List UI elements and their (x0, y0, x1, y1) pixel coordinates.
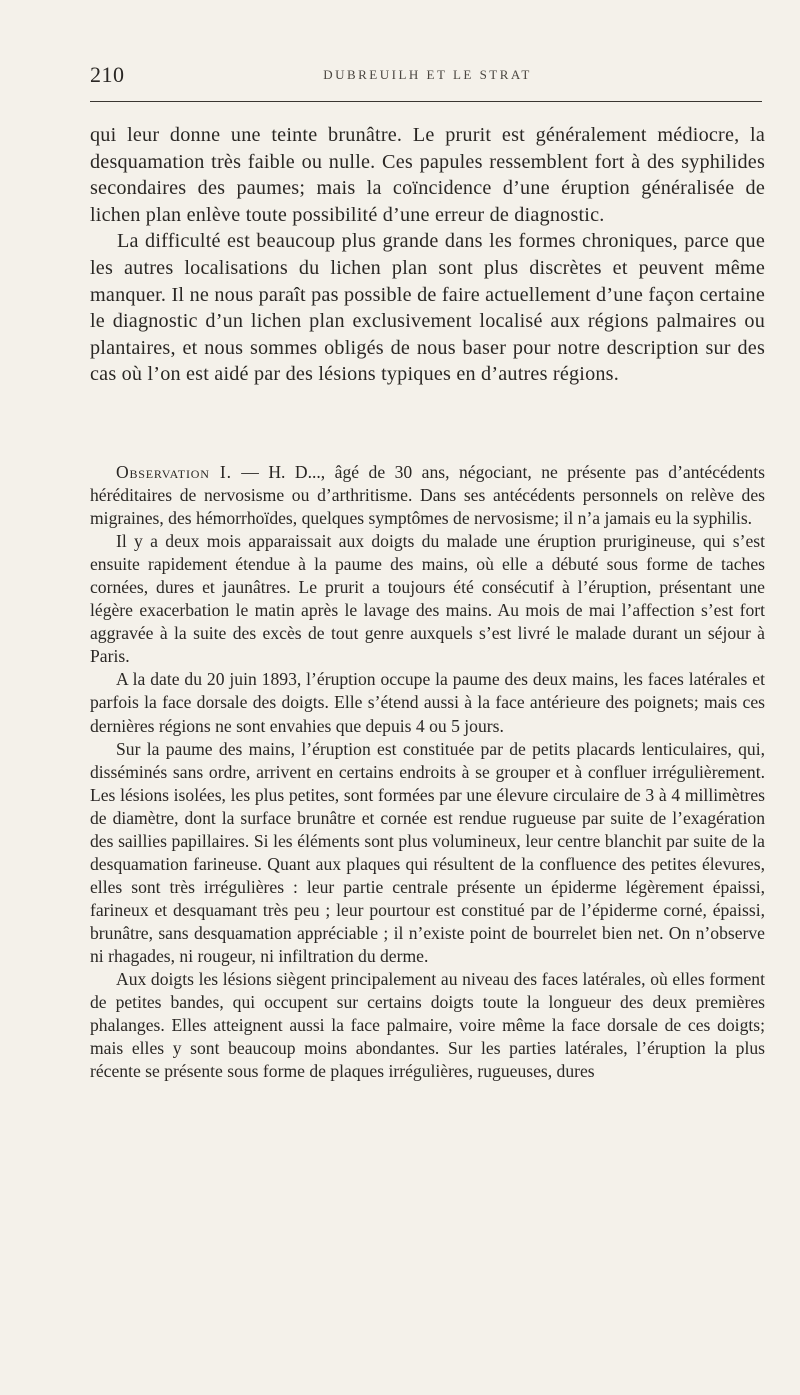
observation-heading: Observation I. (116, 462, 232, 482)
paragraph: qui leur donne une teinte brunâtre. Le prurit est généralement médiocre, la desquamation très faible ou nulle. Ces papules ressemblent fort à des syphilides secondaires des paumes; mais la coïncidence d’une éruption généralisée de lichen plan enlève toute possibilité d’une erreur de diagnostic. (90, 124, 765, 226)
observation-paragraph: Il y a deux mois apparaissait aux doigts du malade une éruption prurigineuse, qui s’est ensuite rapidement étendue à la paume des mains, où elle a débuté sous forme de taches cornées, dures et jaunâtres. Le prurit a toujours été consécutif à l’éruption, présentant une légère exacerbation le matin après le lavage des mains. Au mois de mai l’affection s’est fort aggravée à la suite des excès de tout genre auxquels s’est livré le malade durant un séjour à Paris. (90, 531, 765, 667)
running-head: DUBREUILH ET LE STRAT (323, 67, 532, 82)
page-header (90, 58, 765, 98)
page-number: 210 (90, 62, 125, 87)
observation-paragraph: Aux doigts les lésions siègent principalement au niveau des faces latérales, où elles forment de petites bandes, qui occupent sur certains doigts toute la longueur des deux premières phalanges. Elles atteignent aussi la face palmaire, voire même la face dorsale de ces doigts; mais elles y sont beaucoup moins abondantes. Sur les parties latérales, l’éruption la plus récente se présente sous forme de plaques irrégulières, rugueuses, dures (90, 969, 765, 1082)
observation-intro-text: — H. D..., âgé de 30 ans, négociant, ne présente pas d’antécédents héréditaires de nervosisme ou d’arthritisme. Dans ses antécédents personnels on relève des migraines, des hémorrhoïdes, quelques symptômes de nervosisme; il n’a jamais eu la syphilis. (90, 462, 765, 529)
observation-intro (90, 461, 765, 530)
observation-block (90, 461, 765, 1083)
book-page (90, 0, 765, 1395)
observation-paragraph: A la date du 20 juin 1893, l’éruption occupe la paume des deux mains, les faces latérales et parfois la face dorsale des doigts. Elle s’étend aussi à la face antérieure des poignets; mais ces dernières régions ne sont envahies que depuis 4 ou 5 jours. (90, 669, 765, 736)
header-rule (90, 101, 762, 102)
observation-paragraph: Sur la paume des mains, l’éruption est constituée par de petits placards lenticulaires, qui, disséminés sans ordre, arrivent en certains endroits à se grouper et à confluer irrégulièrement. Les lésions isolées, les plus petites, sont formées par une élevure circulaire de 3 à 4 millimètres de diamètre, dont la surface brunâtre et cornée est rendue rugueuse par suite de l’exagération des saillies papillaires. Si les éléments sont plus volumineux, leur centre blanchit par suite de la desquamation farineuse. Quant aux plaques qui résultent de la confluence des petites élevures, elles sont très irrégulières : leur partie centrale présente un épiderme légèrement épaissi, farineux et desquamant très peu ; leur pourtour est constitué par de l’épiderme corné, épaissi, brunâtre, sans desquamation appréciable ; il n’existe point de bourrelet bien net. On n’observe ni rhagades, ni rougeur, ni infiltration du derme. (90, 738, 765, 966)
main-text (90, 122, 765, 388)
paragraph: La difficulté est beaucoup plus grande dans les formes chroniques, parce que les autres localisations du lichen plan sont plus discrètes et peuvent même manquer. Il ne nous paraît pas possible de faire actuellement d’une façon certaine le diagnostic d’un lichen plan exclusivement localisé aux régions palmaires ou plantaires, et nous sommes obligés de nous baser pour notre description sur des cas où l’on est aidé par des lésions typiques en d’autres régions. (90, 230, 765, 386)
